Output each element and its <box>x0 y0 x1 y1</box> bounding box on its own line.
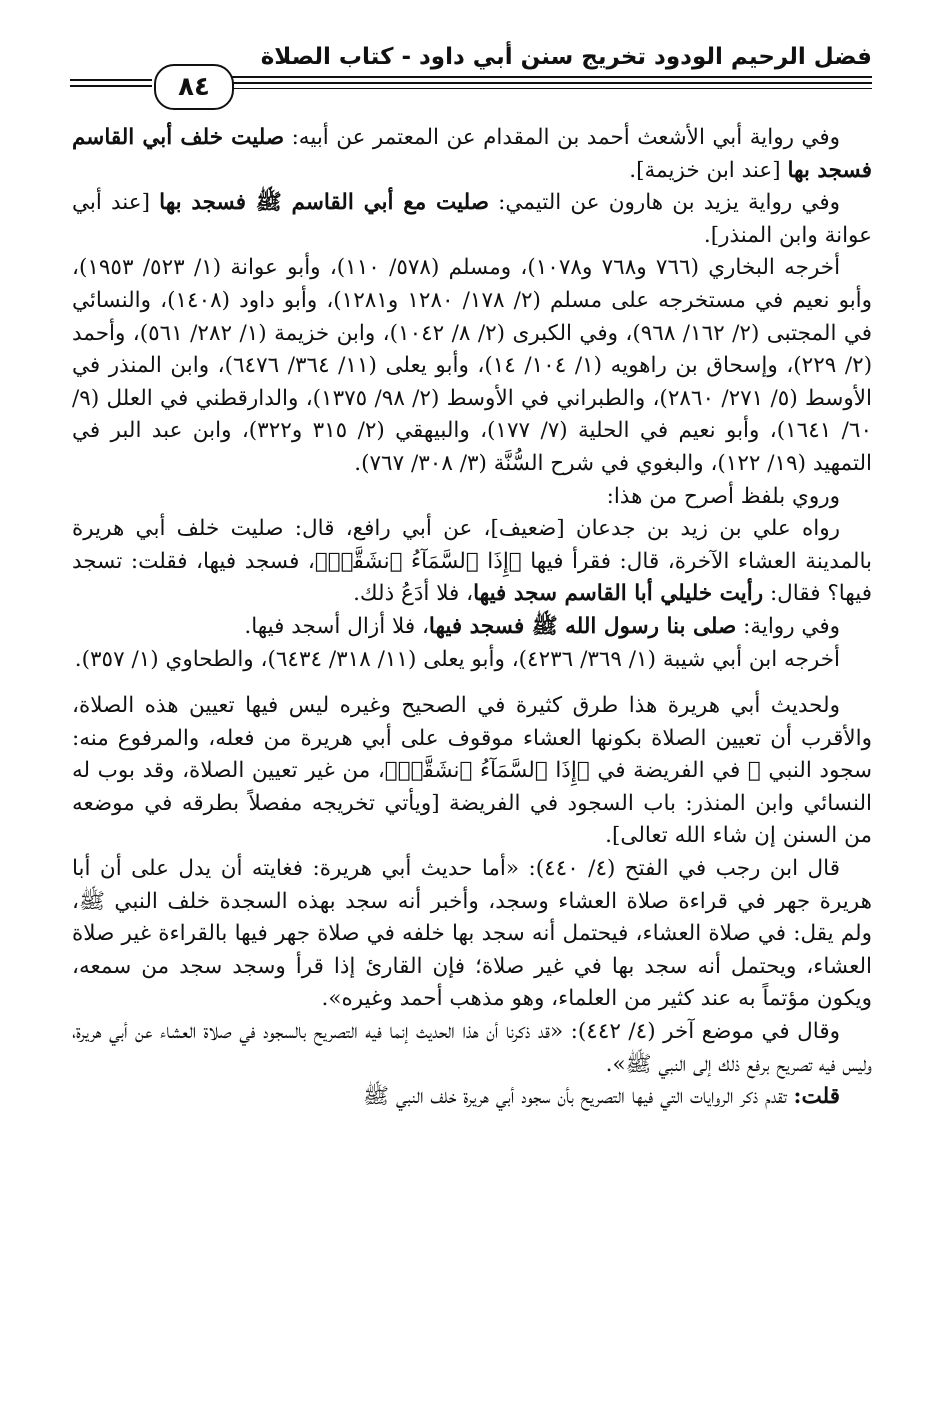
bold-text: صليت مع أبي القاسم ﷺ فسجد بها <box>159 190 489 216</box>
text-run: وفي رواية أبي الأشعث أحمد بن المقدام عن المعتمر عن أبيه: <box>284 125 840 150</box>
text-run: تقدم ذكر الروايات التي فيها التصريح بأن سجود أبي هريرة خلف النبي ﷺ <box>363 1084 794 1110</box>
paragraph <box>72 122 872 187</box>
text-run: ، فلا أزال أسجد فيها. <box>244 613 429 639</box>
page-header <box>62 40 872 106</box>
paragraph <box>72 853 872 1016</box>
text-run: [عند ابن خزيمة]. <box>629 157 788 183</box>
bold-text: صليت خلف أبي القاسم فسجد بها <box>72 125 872 183</box>
page-number: ٨٤ <box>154 64 234 110</box>
header-rule <box>232 88 872 89</box>
paragraph <box>72 611 872 644</box>
paragraph <box>72 1016 872 1081</box>
paragraph <box>72 187 872 252</box>
text-run: وفي رواية: <box>736 613 840 639</box>
paragraph <box>72 252 872 480</box>
page-body <box>72 122 872 1114</box>
paragraph <box>72 481 872 514</box>
text-run: ولحديث أبي هريرة هذا طرق كثيرة في الصحيح وغيره ليس فيها تعيين هذه الصلاة، والأقرب أن تعيين الصلاة بكونها العشاء موقوف على أبي هريرة من فعله، والمرفوع منه: سجود النبي ﷺ في الفريضة في ﴿إِذَا ٱلسَّمَآءُ ٱنشَقَّتۡ﴾، من غير تعيين الصلاة، وقد بوب له النسائي وابن المنذر: باب السجود في الفريضة [ويأتي تخريجه مفصلاً بطرقه في موضعه من السنن إن شاء الله تعالى]. <box>72 693 872 849</box>
ornament-rule <box>70 85 152 87</box>
text-run: أخرجه البخاري (٧٦٦ و٧٦٨ و١٠٧٨)، ومسلم (٥٧٨/ ١١٠)، وأبو عوانة (١/ ٥٢٣/ ١٩٥٣)، وأبو نعيم في مستخرجه على مسلم (٢/ ١٧٨/ ١٢٨٠ و١٢٨١)، وأبو داود (١٤٠٨)، والنسائي في المجتبى (٢/ ١٦٢/ ٩٦٨)، وفي الكبرى (٢/ ٨/ ١٠٤٢)، وابن خزيمة (١/ ٢٨٢/ ٥٦١)، وأحمد (٢/ ٢٢٩)، وإسحاق بن راهويه (١/ ١٠٤/ ١٤)، وأبو يعلى (١١/ ٣٦٤/ ٦٤٧٦)، وابن المنذر في الأوسط (٥/ ٢٧١/ ٢٨٦٠)، والطبراني في الأوسط (٢/ ٩٨/ ١٣٧٥)، والدارقطني في العلل (٩/ ٦٠/ ١٦٤١)، وأبو نعيم في الحلية (٧/ ١٧٧)، والبيهقي (٢/ ٣١٥ و٣٢٢)، وابن عبد البر في التمهيد (١٩/ ١٢٢)، والبغوي في شرح السُّنَّة (٣/ ٣٠٨/ ٧٦٧). <box>72 255 873 476</box>
text-run: وقال في موضع آخر (٤/ ٤٤٢): «قد ذكرنا أن هذا الحديث إنما فيه التصريح بالسجود في صلاة العشاء عن أبي هريرة، وليس فيه تصريح برفع ذلك إلى النبي ﷺ». <box>72 1019 872 1077</box>
paragraph <box>72 513 872 611</box>
paragraph <box>72 690 872 853</box>
text-run: أخرجه ابن أبي شيبة (١/ ٣٦٩/ ٤٢٣٦)، وأبو يعلى (١١/ ٣١٨/ ٦٤٣٤)، والطحاوي (١/ ٣٥٧). <box>74 646 840 672</box>
running-title: فضل الرحيم الودود تخريج سنن أبي داود - كتاب الصلاة <box>260 44 872 70</box>
ornament-rule <box>70 79 152 81</box>
text-run: ، فلا أدَعُ ذلك. <box>353 581 474 607</box>
header-rule <box>232 82 872 84</box>
text-run: [عند أبي عوانة وابن المنذر]. <box>72 190 872 248</box>
header-rule <box>232 76 872 78</box>
bold-text: صلى بنا رسول الله ﷺ فسجد فيها <box>428 613 737 639</box>
text-run: وروي بلفظ أصرح من هذا: <box>606 483 840 509</box>
text-run: وفي رواية يزيد بن هارون عن التيمي: <box>489 190 840 216</box>
bold-text: رأيت خليلي أبا القاسم سجد فيها <box>473 581 764 607</box>
paragraph <box>72 1081 872 1114</box>
text-run: قال ابن رجب في الفتح (٤/ ٤٤٠): «أما حديث أبي هريرة: فغايته أن يدل على أن أبا هريرة جهر في قراءة صلاة العشاء وسجد، وأخبر أنه سجد بهذه السجدة خلف النبي ﷺ، ولم يقل: في صلاة العشاء، فيحتمل أنه سجد بها خلفه في صلاة جهر فيها بالقراءة غير صلاة العشاء، ويحتمل أنه سجد بها في غير صلاة؛ فإن القارئ إذا قرأ وسجد سجد من سمعه، ويكون مؤتماً به عند كثير من العلماء، وهو مذهب أحمد وغيره». <box>72 856 872 1012</box>
paragraph <box>72 644 872 677</box>
bold-text: قلت: <box>793 1084 840 1110</box>
text-run: رواه علي بن زيد بن جدعان [ضعيف]، عن أبي رافع، قال: صليت خلف أبي هريرة بالمدينة العشاء الآخرة، قال: فقرأ فيها ﴿إِذَا ٱلسَّمَآءُ ٱنشَقَّتۡ﴾، فسجد فيها، فقلت: تسجد فيها؟ فقال: <box>72 516 872 607</box>
